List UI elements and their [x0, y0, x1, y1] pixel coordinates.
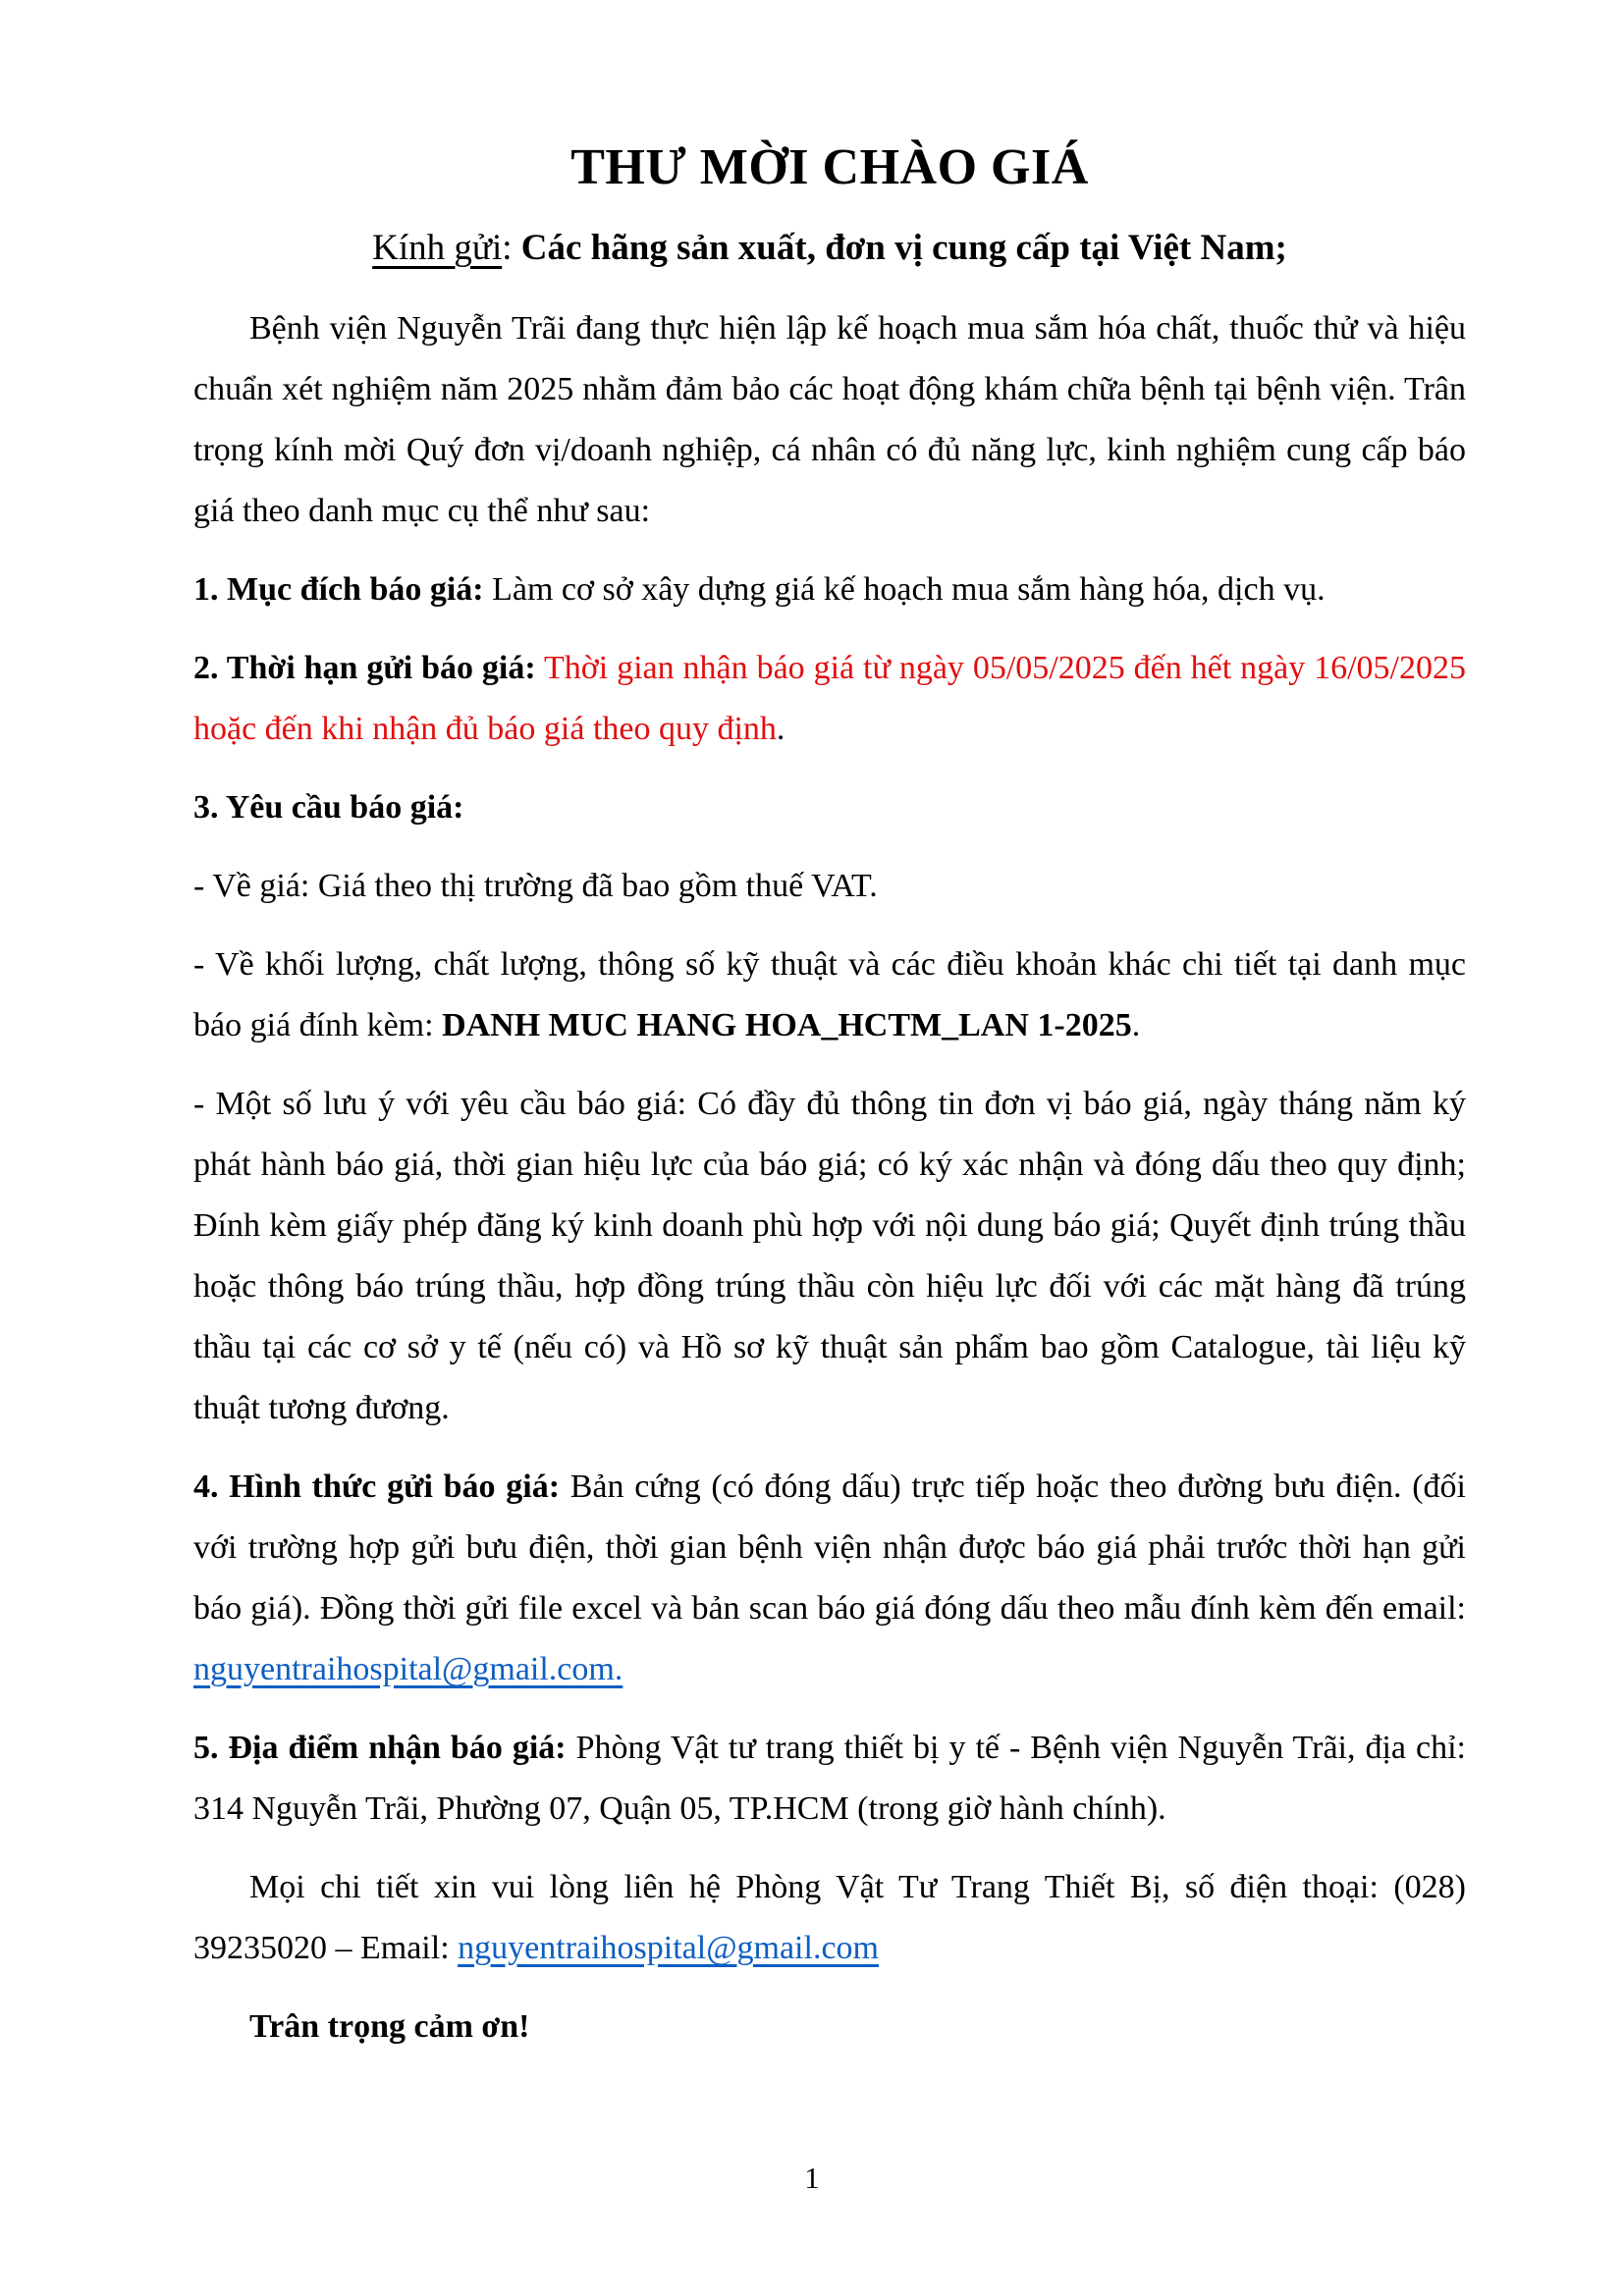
salutation-line	[193, 218, 1466, 279]
section-5-heading: 5. Địa điểm nhận báo giá:	[193, 1730, 567, 1766]
closing-text: Trân trọng cảm ơn!	[249, 2008, 530, 2045]
salutation-label: Kính gửi	[372, 228, 503, 268]
page-title: THƯ MỜI CHÀO GIÁ	[570, 139, 1089, 195]
contact-paragraph	[193, 1857, 1466, 1979]
section-3-requirements	[193, 777, 1466, 838]
section-2-deadline-text: Thời gian nhận báo giá từ ngày 05/05/2025 đến hết ngày 16/05/2025 hoặc đến khi nhận đủ báo giá theo quy định	[193, 650, 1466, 747]
section-4-text: Bản cứng (có đóng dấu) trực tiếp hoặc theo đường bưu điện. (đối với trường hợp gửi bưu điện, thời gian bệnh viện nhận được báo giá phải trước thời hạn gửi báo giá). Đồng thời gửi file excel và bản scan báo giá đóng dấu theo mẫu đính kèm đến email:	[193, 1468, 1466, 1627]
salutation-colon: :	[502, 228, 521, 268]
section-2-deadline	[193, 638, 1466, 760]
section-3-heading: 3. Yêu cầu báo giá:	[193, 789, 464, 826]
page-number: 1	[804, 2161, 820, 2195]
section-4-heading: 4. Hình thức gửi báo giá:	[193, 1468, 561, 1505]
section-1-text: Làm cơ sở xây dựng giá kế hoạch mua sắm hàng hóa, dịch vụ.	[483, 571, 1326, 608]
section-5-text: Phòng Vật tư trang thiết bị y tế - Bệnh viện Nguyễn Trãi, địa chỉ: 314 Nguyễn Trãi, Phường 07, Quận 05, TP.HCM (trong giờ hành chính).	[193, 1730, 1466, 1827]
contact-text: Mọi chi tiết xin vui lòng liên hệ Phòng Vật Tư Trang Thiết Bị, số điện thoại: (028) 39235020 – Email:	[193, 1869, 1466, 1966]
section-3-bullet-spec-end: .	[1131, 1007, 1141, 1043]
email-link[interactable]: nguyentraihospital@gmail.com.	[193, 1651, 623, 1687]
section-3-bullet-price: - Về giá: Giá theo thị trường đã bao gồm thuế VAT.	[193, 868, 878, 904]
section-3-bullet-spec-text: - Về khối lượng, chất lượng, thông số kỹ thuật và các điều khoản khác chi tiết tại danh mục báo giá đính kèm:	[193, 946, 1466, 1043]
section-2-period: .	[776, 711, 785, 747]
section-2-heading: 2. Thời hạn gửi báo giá:	[193, 650, 536, 686]
section-5-address	[193, 1718, 1466, 1840]
section-1-purpose	[193, 560, 1466, 620]
intro-paragraph: Bệnh viện Nguyễn Trãi đang thực hiện lập kế hoạch mua sắm hóa chất, thuốc thử và hiệu chuẩn xét nghiệm năm 2025 nhằm đảm bảo các hoạt động khám chữa bệnh tại bệnh viện. Trân trọng kính mời Quý đơn vị/doanh nghiệp, cá nhân có đủ năng lực, kinh nghiệm cung cấp báo giá theo danh mục cụ thể như sau:	[193, 310, 1466, 529]
section-3-bullet-notes: - Một số lưu ý với yêu cầu báo giá: Có đầy đủ thông tin đơn vị báo giá, ngày tháng năm ký phát hành báo giá, thời gian hiệu lực của báo giá; có ký xác nhận và đóng dấu theo quy định; Đính kèm giấy phép đăng ký kinh doanh phù hợp với nội dung báo giá; Quyết định trúng thầu hoặc thông báo trúng thầu, hợp đồng trúng thầu còn hiệu lực đối với các mặt hàng đã trúng thầu tại các cơ sở y tế (nếu có) và Hồ sơ kỹ thuật sản phẩm bao gồm Catalogue, tài liệu kỹ thuật tương đương.	[193, 1086, 1466, 1426]
section-3-bullet-spec	[193, 934, 1466, 1056]
section-4-delivery	[193, 1457, 1466, 1700]
salutation-recipient: Các hãng sản xuất, đơn vị cung cấp tại Việt Nam;	[520, 228, 1287, 268]
closing-paragraph	[193, 1997, 1466, 2057]
contact-email-link[interactable]: nguyentraihospital@gmail.com	[458, 1930, 879, 1966]
attachment-list-name: DANH MUC HANG HOA_HCTM_LAN 1-2025	[442, 1007, 1132, 1043]
section-1-heading: 1. Mục đích báo giá:	[193, 571, 484, 608]
